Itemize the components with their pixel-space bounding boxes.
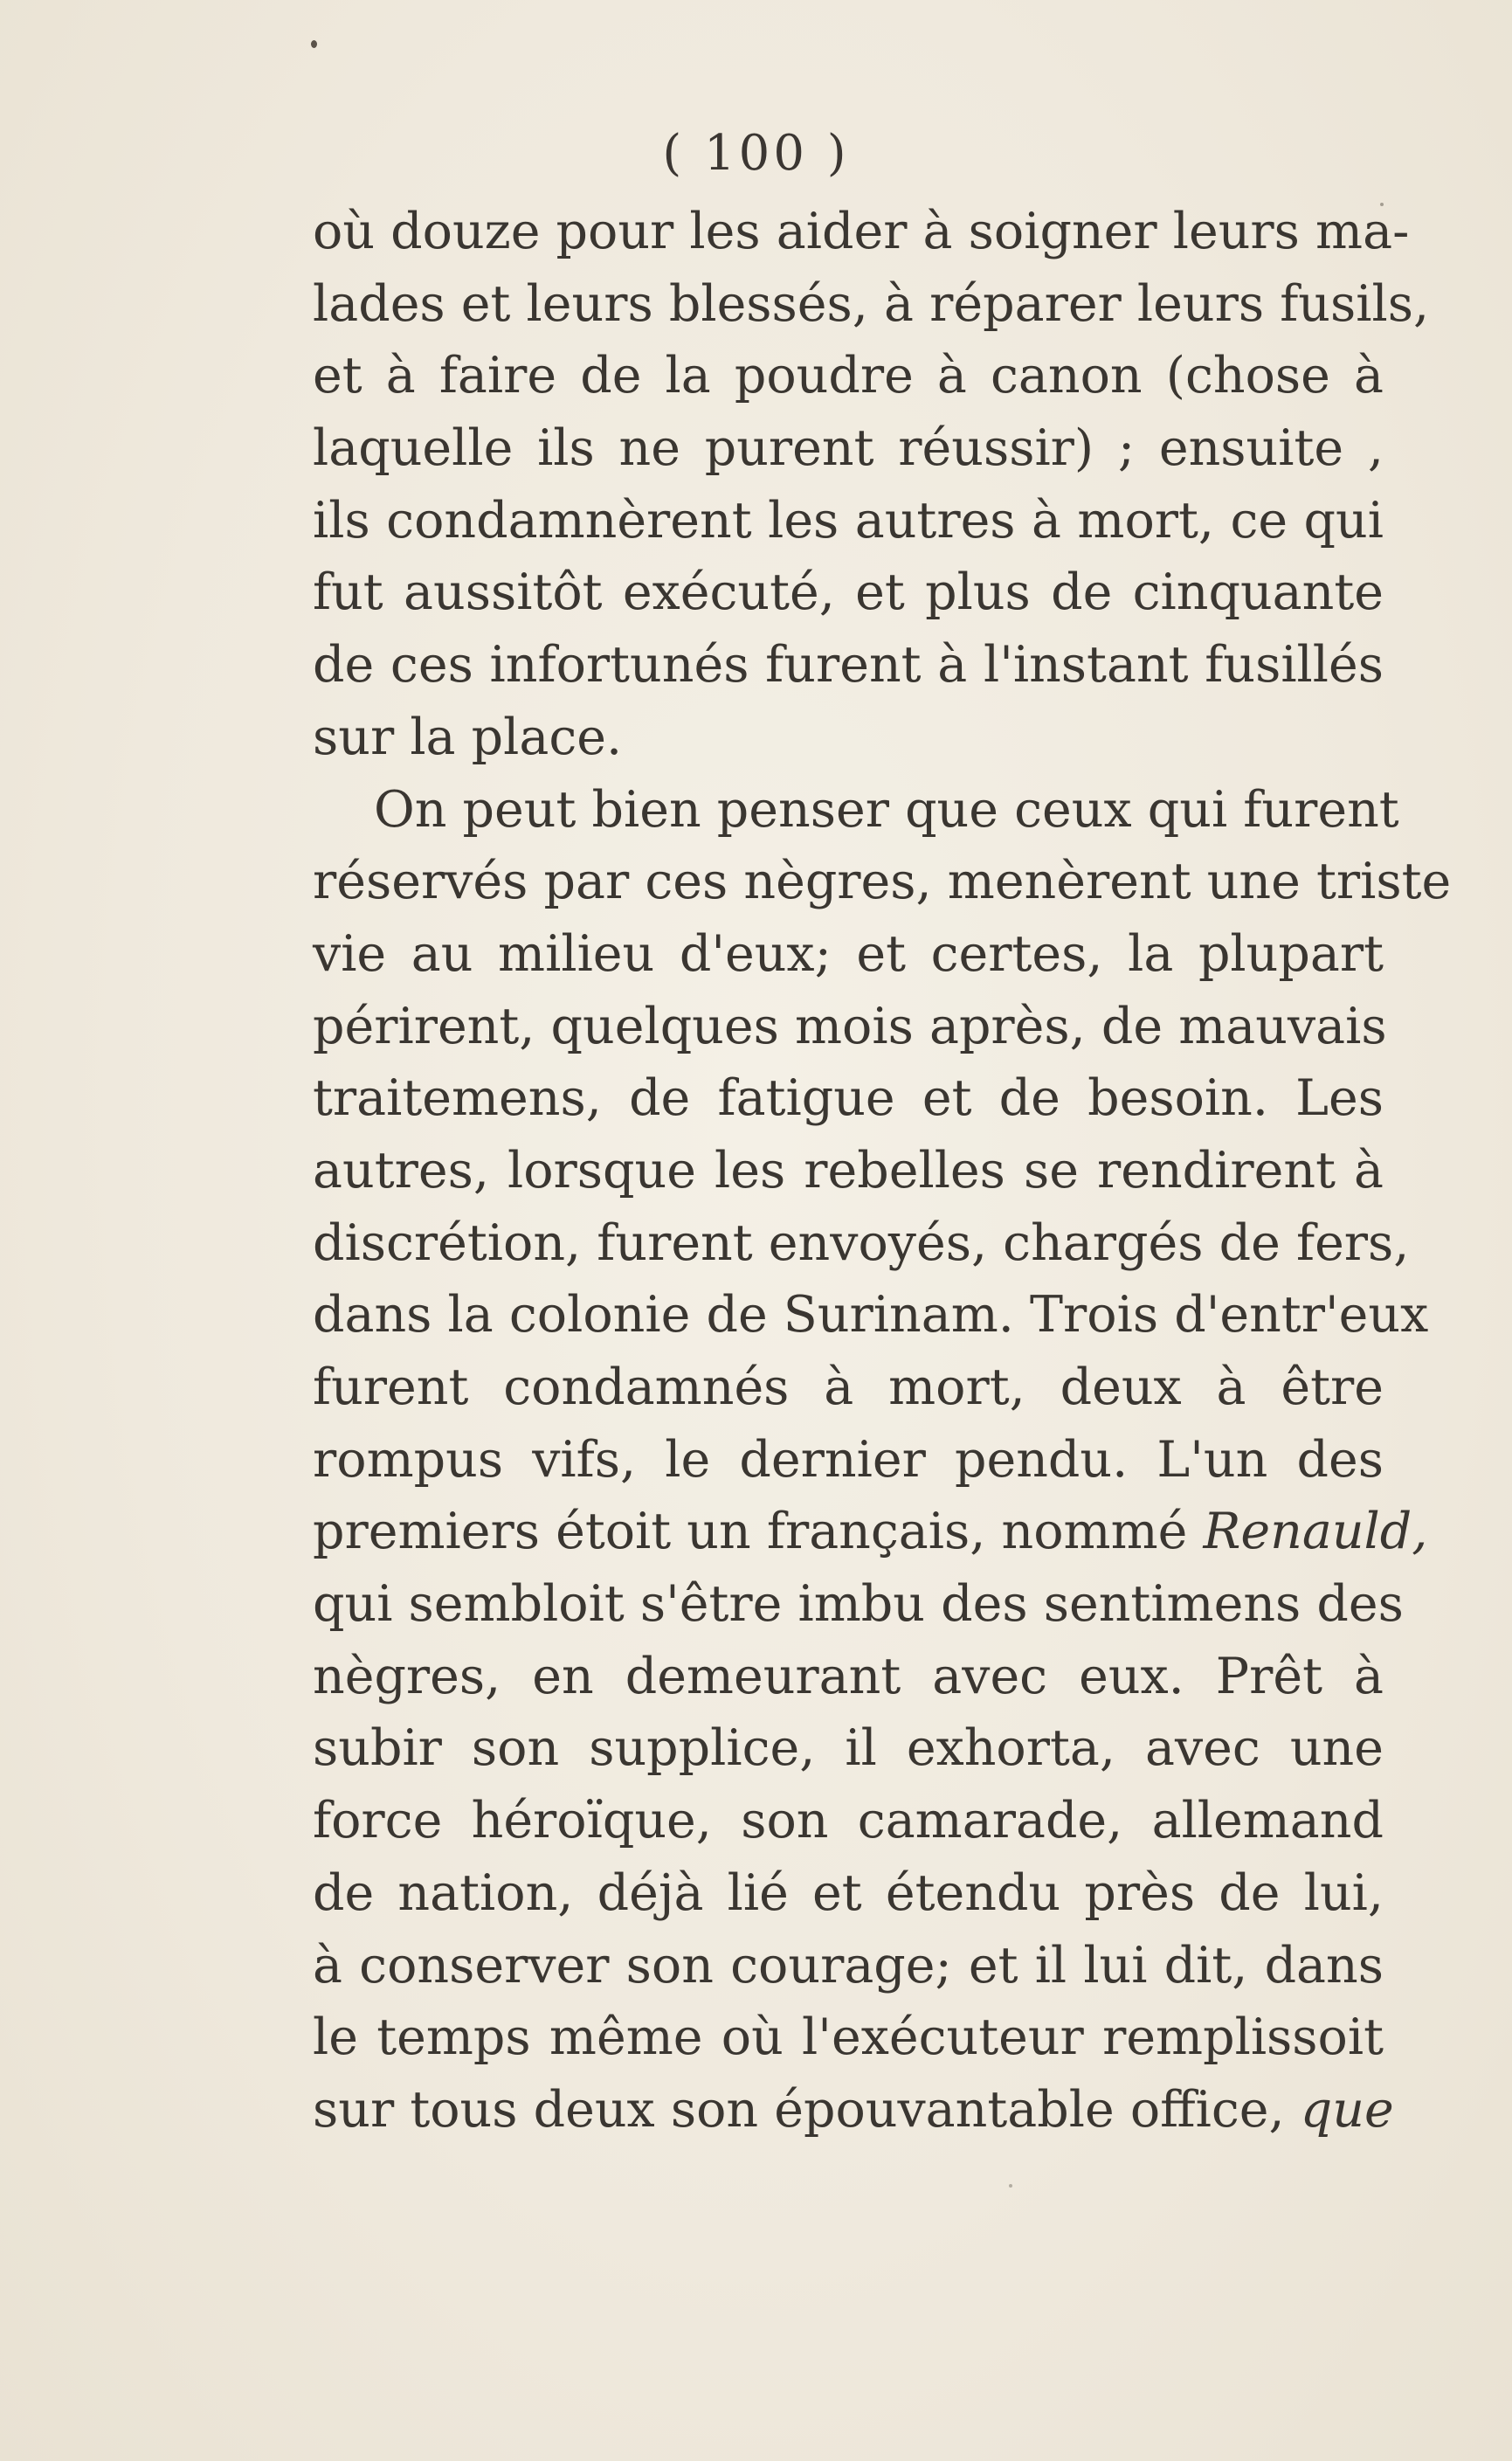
text-line: dans la colonie de Surinam. Trois d'entr'eux bbox=[313, 1286, 1429, 1345]
italic-last-word: que bbox=[1300, 2080, 1394, 2139]
text-line: qui sembloit s'être imbu des sentimens des bbox=[313, 1575, 1404, 1634]
text-line-with-name bbox=[313, 1496, 1428, 1568]
text-line-with-catchword bbox=[313, 2074, 1394, 2146]
text-line: ils condamnèrent les autres à mort, ce qui bbox=[313, 491, 1384, 550]
text-line: de ces infortunés furent à l'instant fusillés bbox=[313, 636, 1384, 695]
text-line: et à faire de la poudre à canon (chose à bbox=[313, 347, 1384, 405]
text-line: lades et leurs blessés, à réparer leurs fusils, bbox=[313, 274, 1430, 333]
text-line: où douze pour les aider à soigner leurs ma- bbox=[313, 203, 1410, 260]
body-text bbox=[313, 196, 1452, 2146]
ink-speck bbox=[1009, 2184, 1012, 2188]
text-line: rompus vifs, le dernier pendu. L'un des bbox=[313, 1430, 1384, 1489]
text-line: périrent, quelques mois après, de mauvais bbox=[313, 997, 1387, 1055]
text-line: de nation, déjà lié et étendu près de lui, bbox=[313, 1863, 1384, 1922]
italic-name: Renauld, bbox=[1203, 1503, 1428, 1561]
text-line: autres, lorsque les rebelles se rendirent à bbox=[313, 1141, 1384, 1199]
text-line: subir son supplice, il exhorta, avec une bbox=[313, 1719, 1384, 1778]
text-line: traitemens, de fatigue et de besoin. Les bbox=[313, 1069, 1384, 1128]
text-line: furent condamnés à mort, deux à être bbox=[313, 1358, 1384, 1416]
text-line: à conserver son courage; et il lui dit, dans bbox=[313, 1936, 1384, 1994]
text-line: laquelle ils ne purent réussir) ; ensuite , bbox=[313, 419, 1384, 478]
text-line-start: premiers étoit un français, nommé bbox=[313, 1503, 1188, 1561]
text-line: force héroïque, son camarade, allemand bbox=[313, 1792, 1384, 1850]
ink-speck bbox=[311, 40, 317, 48]
text-line: fut aussitôt exécuté, et plus de cinquante bbox=[313, 563, 1384, 622]
text-line: discrétion, furent envoyés, chargés de fers, bbox=[313, 1213, 1410, 1272]
text-line: nègres, en demeurant avec eux. Prêt à bbox=[313, 1647, 1384, 1705]
text-line: vie au milieu d'eux; et certes, la plupart bbox=[313, 924, 1384, 983]
text-line: On peut bien penser que ceux qui furent bbox=[374, 780, 1399, 839]
text-line: réservés par ces nègres, menèrent une triste bbox=[313, 853, 1452, 911]
page-number: ( 100 ) bbox=[662, 125, 850, 182]
text-line-start: sur tous deux son épouvantable office, bbox=[313, 2080, 1285, 2139]
text-line: sur la place. bbox=[313, 708, 623, 766]
text-line: le temps même où l'exécuteur remplissoit bbox=[313, 2008, 1384, 2067]
